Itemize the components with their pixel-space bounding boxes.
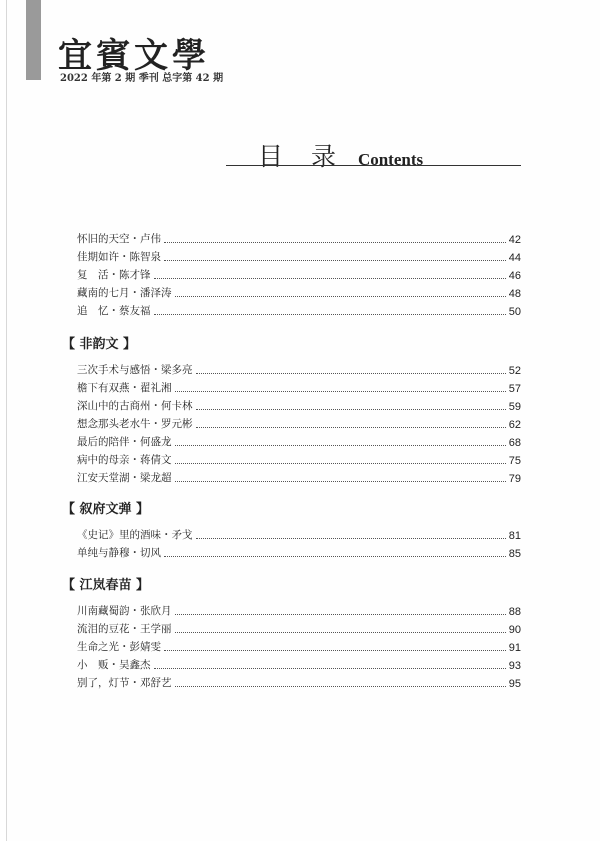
toc-entry-page: 90 <box>508 624 521 636</box>
leader-dots <box>196 373 506 374</box>
toc-entry[interactable] <box>77 638 521 654</box>
toc-entry[interactable] <box>77 674 521 690</box>
toc-entry-page: 59 <box>508 401 521 413</box>
toc-entry-title: 别了，灯节・邓舒艺 <box>77 677 172 689</box>
toc-entry[interactable] <box>77 451 521 467</box>
toc-entry-title: 川南藏蜀韵・张欣月 <box>77 605 172 617</box>
toc-entry-title: 复 活・陈才锋 <box>77 269 151 281</box>
section-heading: 【 非韵文 】 <box>62 337 137 352</box>
leader-dots <box>196 409 506 410</box>
toc-entry-title: 檐下有双燕・翟礼湘 <box>77 382 172 394</box>
toc-entry-title: 追 忆・蔡友福 <box>77 305 151 317</box>
leader-dots <box>164 242 506 243</box>
toc-entry-page: 46 <box>508 270 521 282</box>
toc-entry[interactable] <box>77 602 521 618</box>
toc-entry[interactable] <box>77 248 521 264</box>
toc-entry[interactable] <box>77 433 521 449</box>
leader-dots <box>154 278 506 279</box>
toc-entry-page: 88 <box>508 606 521 618</box>
toc-entry-page: 85 <box>508 548 521 560</box>
toc-entry-title: 病中的母亲・蒋倩文 <box>77 454 172 466</box>
toc-heading <box>258 137 423 173</box>
toc-entry-title: 藏南的七月・潘泽涛 <box>77 287 172 299</box>
toc-entry-page: 42 <box>508 234 521 246</box>
leader-dots <box>175 614 506 615</box>
toc-entry-title: 佳期如许・陈智泉 <box>77 251 161 263</box>
issue-info: 2022 年第 2 期 季刊 总字第 42 期 <box>60 73 224 84</box>
toc-entry-title: 怀旧的天空・卢伟 <box>77 233 161 245</box>
toc-entry-page: 91 <box>508 642 521 654</box>
toc-entry-title: 《史记》里的酒味・矛戈 <box>77 529 193 541</box>
toc-title-zh: 目 录 <box>258 142 346 171</box>
toc-entry-title: 江安天堂湖・梁龙超 <box>77 472 172 484</box>
leader-dots <box>175 481 506 482</box>
toc-entry-page: 93 <box>508 660 521 672</box>
magazine-title: 宜賓文學 <box>58 36 210 76</box>
leader-dots <box>175 445 506 446</box>
leader-dots <box>164 650 506 651</box>
leader-dots <box>164 556 506 557</box>
decorative-side-bar <box>26 0 41 80</box>
leader-dots <box>154 314 506 315</box>
toc-entry-page: 50 <box>508 306 521 318</box>
toc-entry[interactable] <box>77 469 521 485</box>
toc-entry-page: 52 <box>508 365 521 377</box>
toc-entry[interactable] <box>77 266 521 282</box>
toc-entry[interactable] <box>77 656 521 672</box>
toc-title-en: Contents <box>357 150 424 169</box>
toc-entry[interactable] <box>77 379 521 395</box>
leader-dots <box>196 427 506 428</box>
toc-entry-title: 单纯与静穆・切风 <box>77 547 161 559</box>
toc-entry-page: 44 <box>508 252 521 264</box>
leader-dots <box>175 632 506 633</box>
toc-entry[interactable] <box>77 544 521 560</box>
toc-entry[interactable] <box>77 284 521 300</box>
leader-dots <box>175 463 506 464</box>
leader-dots <box>196 538 506 539</box>
toc-entry-page: 68 <box>508 437 521 449</box>
heading-rule <box>226 165 521 166</box>
toc-entry-page: 79 <box>508 473 521 485</box>
toc-entry-page: 62 <box>508 419 521 431</box>
toc-entry-title: 想念那头老水牛・罗元彬 <box>77 418 193 430</box>
toc-entry-title: 小 贩・吴鑫杰 <box>77 659 151 671</box>
toc-entry[interactable] <box>77 302 521 318</box>
leader-dots <box>175 391 506 392</box>
leader-dots <box>164 260 506 261</box>
toc-entry-title: 流泪的豆花・王学丽 <box>77 623 172 635</box>
toc-entry[interactable] <box>77 526 521 542</box>
toc-entry-page: 81 <box>508 530 521 542</box>
toc-entry[interactable] <box>77 415 521 431</box>
toc-entry-page: 48 <box>508 288 521 300</box>
section-heading: 【 江岚春苗 】 <box>62 578 150 593</box>
leader-dots <box>175 686 506 687</box>
toc-entry-title: 深山中的古商州・何卡林 <box>77 400 193 412</box>
toc-entry-title: 生命之光・彭婧雯 <box>77 641 161 653</box>
toc-entry[interactable] <box>77 361 521 377</box>
toc-entry-page: 57 <box>508 383 521 395</box>
toc-entry-title: 最后的陪伴・何盛龙 <box>77 436 172 448</box>
toc-entry[interactable] <box>77 620 521 636</box>
leader-dots <box>175 296 506 297</box>
toc-entry-page: 95 <box>508 678 521 690</box>
toc-entry[interactable] <box>77 230 521 246</box>
section-heading: 【 叙府文弹 】 <box>62 502 150 517</box>
toc-entry-title: 三次手术与感悟・梁多亮 <box>77 364 193 376</box>
toc-entry-page: 75 <box>508 455 521 467</box>
leader-dots <box>154 668 506 669</box>
toc-entry[interactable] <box>77 397 521 413</box>
